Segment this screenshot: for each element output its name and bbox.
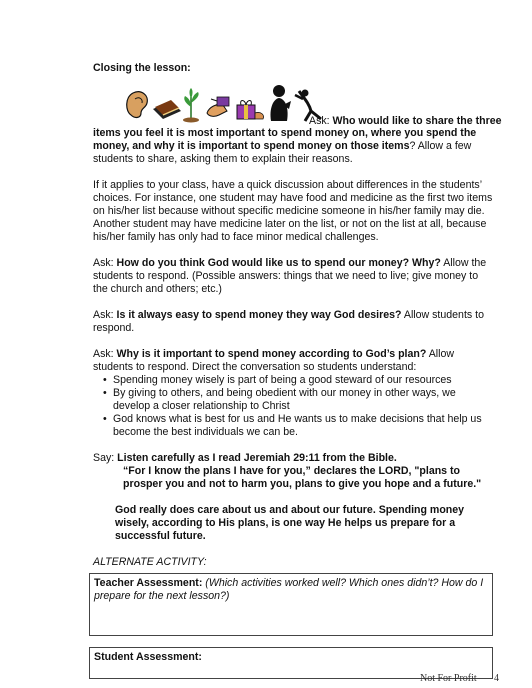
page-number: 4	[494, 673, 499, 684]
teacher-assessment-box[interactable]	[89, 573, 493, 636]
footer-text: Not For Profit	[420, 673, 477, 684]
student-assessment-label: Student Assessment:	[94, 651, 202, 663]
gift-icon	[237, 101, 264, 120]
list-item: • God knows what is best for us and He wants us to make decisions that help us become the best individuals we can be.	[113, 413, 495, 439]
ask-tail: ? Allow a few students to share, asking them to explain their reasons.	[93, 140, 472, 165]
q3-rest: Allow students to respond.	[93, 309, 484, 334]
bible-icon	[153, 100, 181, 119]
ear-icon	[127, 92, 148, 118]
q2-question: How do you think God would like us to spend our money? Why?	[116, 257, 441, 269]
say-line	[93, 452, 495, 465]
say-instruction: Listen carefully as I read Jeremiah 29:11 from the Bible.	[117, 452, 397, 464]
q3-label: Ask:	[93, 309, 117, 321]
say-label: Say:	[93, 452, 118, 464]
hands-giving-icon	[207, 97, 229, 116]
q3-question: Is it always easy to spend money they way God desires?	[116, 309, 402, 321]
q2-rest: Allow the students to respond. (Possible answers: things that we need to live; give money to the church and others; etc.)	[93, 257, 487, 295]
question-4	[93, 348, 495, 374]
teacher-assessment-prompt: (Which activities worked well? Which ones didn’t? How do I prepare for the next lesson?)	[94, 577, 484, 602]
scripture-text: “For I know the plans I have for you,” declares the LORD, "plans to prosper you and not to harm you, plans to give you hope and a future."	[123, 465, 482, 490]
q4-rest: Allow students to respond. Direct the conversation so students understand:	[93, 348, 455, 373]
plant-icon	[183, 88, 199, 123]
closing-heading: Closing the lesson:	[93, 62, 191, 74]
question-2	[93, 257, 495, 296]
activity-icons	[123, 81, 325, 127]
ask-question-part2: items you feel it is most important to spend money on, where you spend the money, and why it is important to spend money on those items	[93, 127, 477, 152]
closing-statement-text: God really does care about us and about our future. Spending money wisely, according to His plans, is one way He helps us prepare for a successful future.	[115, 504, 465, 542]
question-3	[93, 309, 495, 335]
teacher-assessment-label: Teacher Assessment:	[94, 577, 203, 589]
ask-label: Ask:	[309, 115, 333, 127]
scripture-quote	[93, 465, 495, 491]
alternate-activity: ALTERNATE ACTIVITY:	[93, 556, 207, 568]
list-item: • Spending money wisely is part of being a good steward of our resources	[113, 374, 495, 387]
icons-row	[93, 81, 502, 127]
closing-statement	[93, 504, 495, 543]
list-item: • By giving to others, and being obedient with our money in other ways, we develop a closer relationship to Christ	[113, 387, 495, 413]
discussion-paragraph: If it applies to your class, have a quick discussion about differences in the students’ choices. For instance, one student may have food and medicine as the first two items on his/her list because without specific medicine someone in his/her family may die. Another student may have medicine later on the list, or not on the list at all, because his/her family has only had to face minor medical challenges.	[93, 179, 493, 243]
q4-question: Why is it important to spend money according to God’s plan?	[116, 348, 427, 360]
lesson-page	[93, 62, 502, 679]
ask-question-part1: Who would like to share the three	[332, 115, 502, 127]
understand-list	[93, 374, 495, 439]
ask-first-line	[309, 115, 501, 128]
ask-question-block	[93, 127, 495, 166]
q4-label: Ask:	[93, 348, 117, 360]
praying-child-icon	[270, 85, 291, 121]
q2-label: Ask:	[93, 257, 117, 269]
